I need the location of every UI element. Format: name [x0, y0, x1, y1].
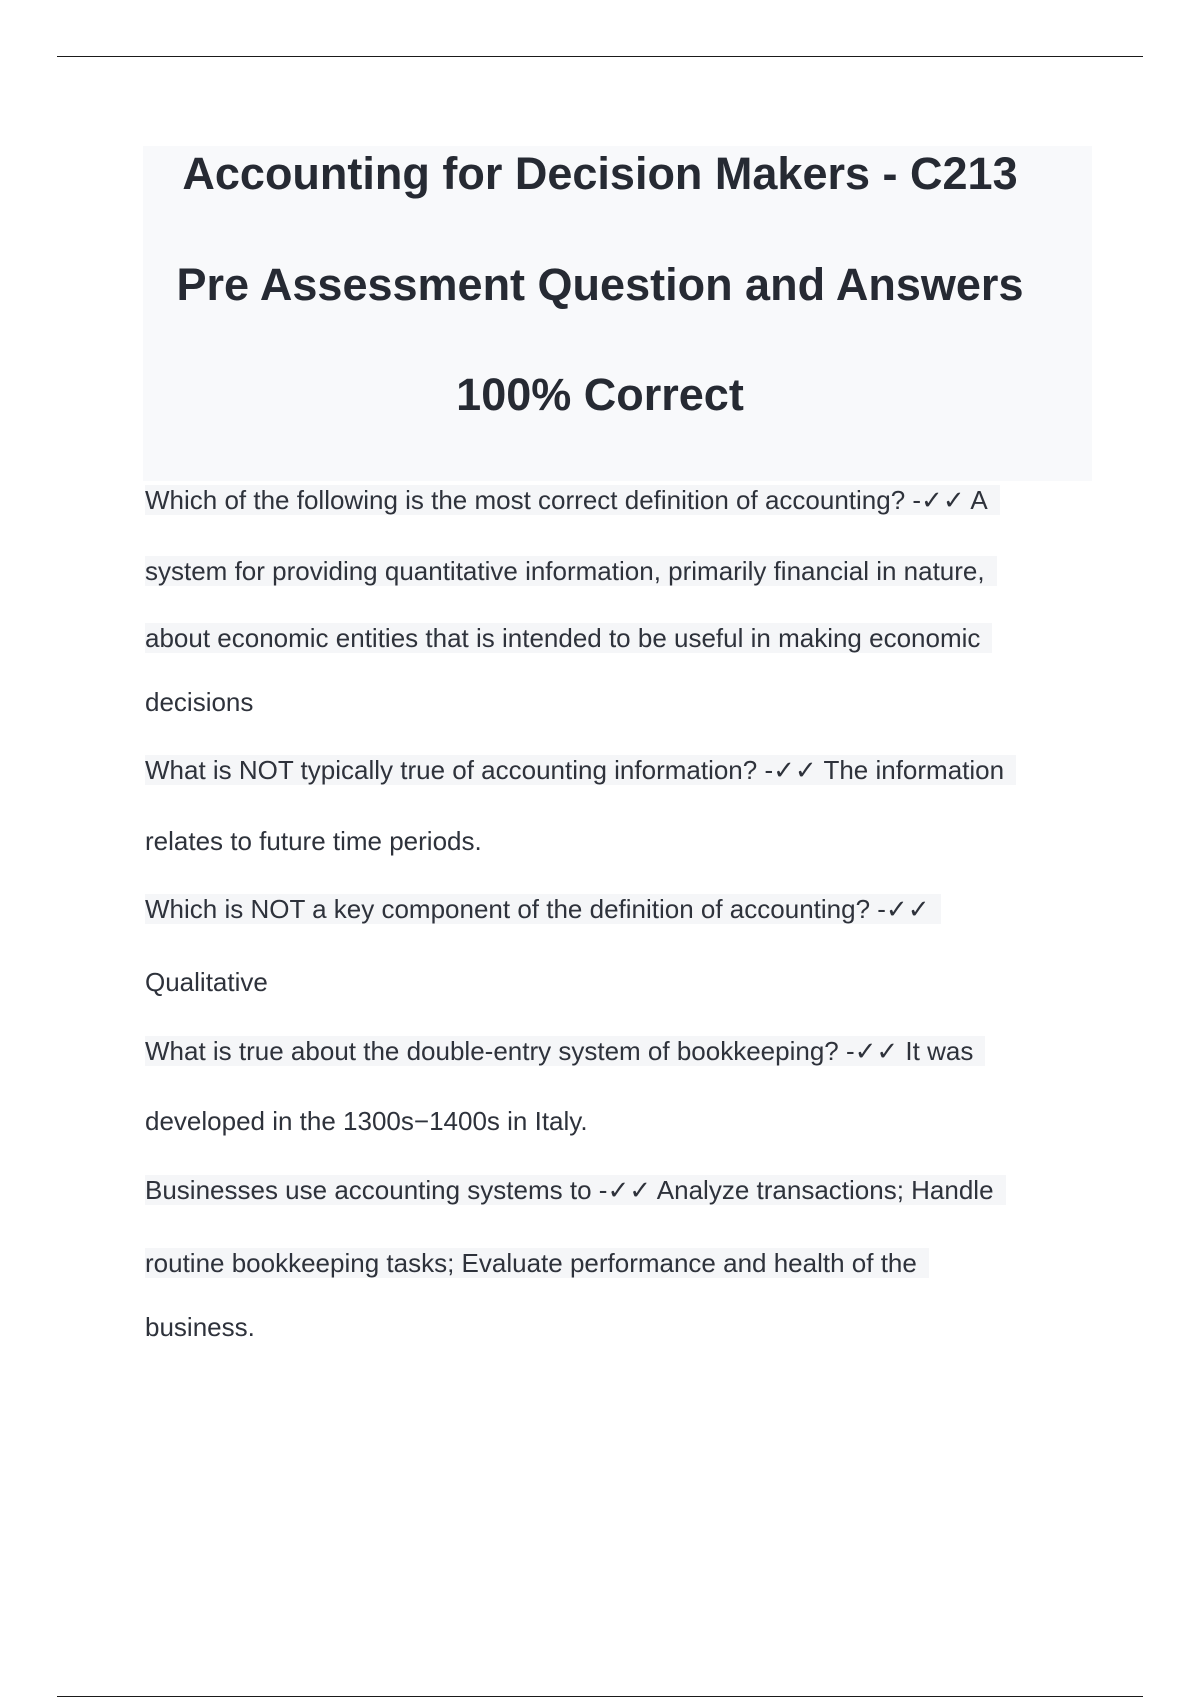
answer-1-text-3: about economic entities that is intended to be useful in making economic: [145, 623, 992, 653]
title-line-3: 100% Correct: [456, 369, 744, 420]
answer-2-line-2: [145, 824, 482, 858]
answer-4-line-2: [145, 1104, 588, 1138]
answer-3-text-2: Qualitative: [145, 967, 268, 997]
answer-5-text-3: business.: [145, 1312, 255, 1342]
question-2-line-1: [145, 753, 1016, 787]
question-5-line-1: [145, 1173, 1006, 1207]
question-3-text-1: Which is NOT a key component of the definition of accounting? -✓✓: [145, 894, 941, 924]
answer-1-text-2: system for providing quantitative information, primarily financial in nature,: [145, 556, 997, 586]
answer-1-line-3: [145, 621, 992, 655]
title-line-1: Accounting for Decision Makers - C213: [182, 148, 1018, 199]
question-1-line-1: [145, 483, 1000, 517]
question-3-line-1: [145, 892, 941, 926]
answer-5-line-2: [145, 1246, 929, 1280]
bottom-rule: [57, 1696, 1143, 1697]
question-1-text-1: Which of the following is the most correct definition of accounting? -✓✓ A: [145, 485, 1000, 515]
question-5-text-1: Businesses use accounting systems to -✓✓ Analyze transactions; Handle: [145, 1175, 1006, 1205]
question-4-text-1: What is true about the double-entry system of bookkeeping? -✓✓ It was: [145, 1036, 985, 1066]
answer-2-text-2: relates to future time periods.: [145, 826, 482, 856]
answer-5-text-2: routine bookkeeping tasks; Evaluate performance and health of the: [145, 1248, 929, 1278]
question-2-text-1: What is NOT typically true of accounting information? -✓✓ The information: [145, 755, 1016, 785]
title-line-2: Pre Assessment Question and Answers: [176, 259, 1024, 310]
answer-1-text-4: decisions: [145, 687, 254, 717]
answer-5-line-3: [145, 1310, 255, 1344]
answer-1-line-2: [145, 554, 997, 588]
question-4-line-1: [145, 1034, 985, 1068]
top-rule: [57, 56, 1143, 57]
answer-4-text-2: developed in the 1300s−1400s in Italy.: [145, 1106, 588, 1136]
answer-1-line-4: [145, 685, 253, 719]
answer-3-line-2: [145, 965, 268, 999]
